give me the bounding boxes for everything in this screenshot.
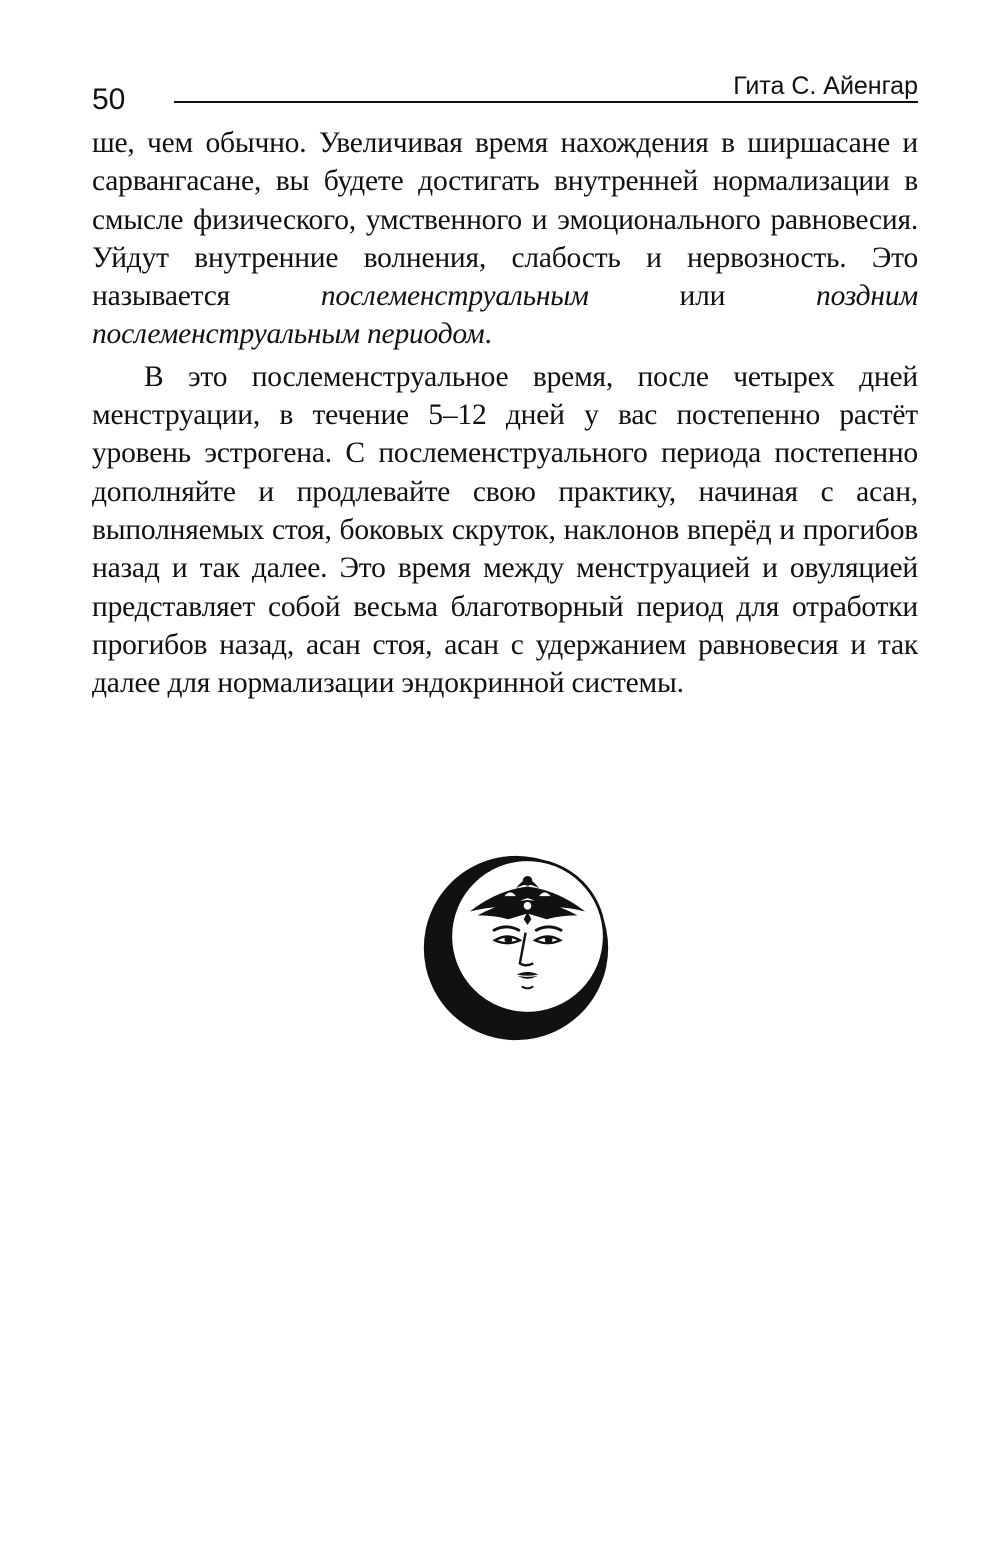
term-postmenstrual: послеменструальным [320, 280, 589, 313]
term-late-postmenstrual-period: поздним послеменструальным периодом [92, 280, 918, 351]
running-head [92, 72, 918, 116]
paragraph-1 [92, 124, 918, 354]
paragraph-1-text-3: . [484, 318, 492, 351]
page-number: 50 [92, 83, 126, 116]
paragraph-1-text-2: или [588, 280, 817, 313]
paragraph-1-text-1: ше, чем обычно. Увеличивая время нахождения в ширшасане и сарвангасане, вы будете достигать внутренней нормализации в смысле физического, умственного и эмоционального равновесия. Уйдут внутренние волнения, слабость и нервозность. Это называется [92, 127, 918, 313]
paragraph-2-text: В это послеменструальное время, после четырех дней менструации, в течение 5–12 дней у вас постепенно растёт уровень эстрогена. С послеменструального периода постепенно дополняйте и продлевайте свою практику, начиная с асан, выполняемых стоя, боковых скруток, наклонов вперёд и прогибов назад и так далее. Это время между менструацией и овуляцией представляет собой весьма благотворный период для отработки прогибов назад, асан стоя, асан с удержанием равновесия и так далее для нормализации эндокринной системы. [92, 360, 918, 700]
body-text [92, 124, 918, 702]
running-head-author: Гита С. Айенгар [733, 72, 918, 100]
crescent-moon-face-icon [420, 852, 612, 1044]
paragraph-2 [92, 358, 918, 703]
header-rule [174, 101, 918, 103]
